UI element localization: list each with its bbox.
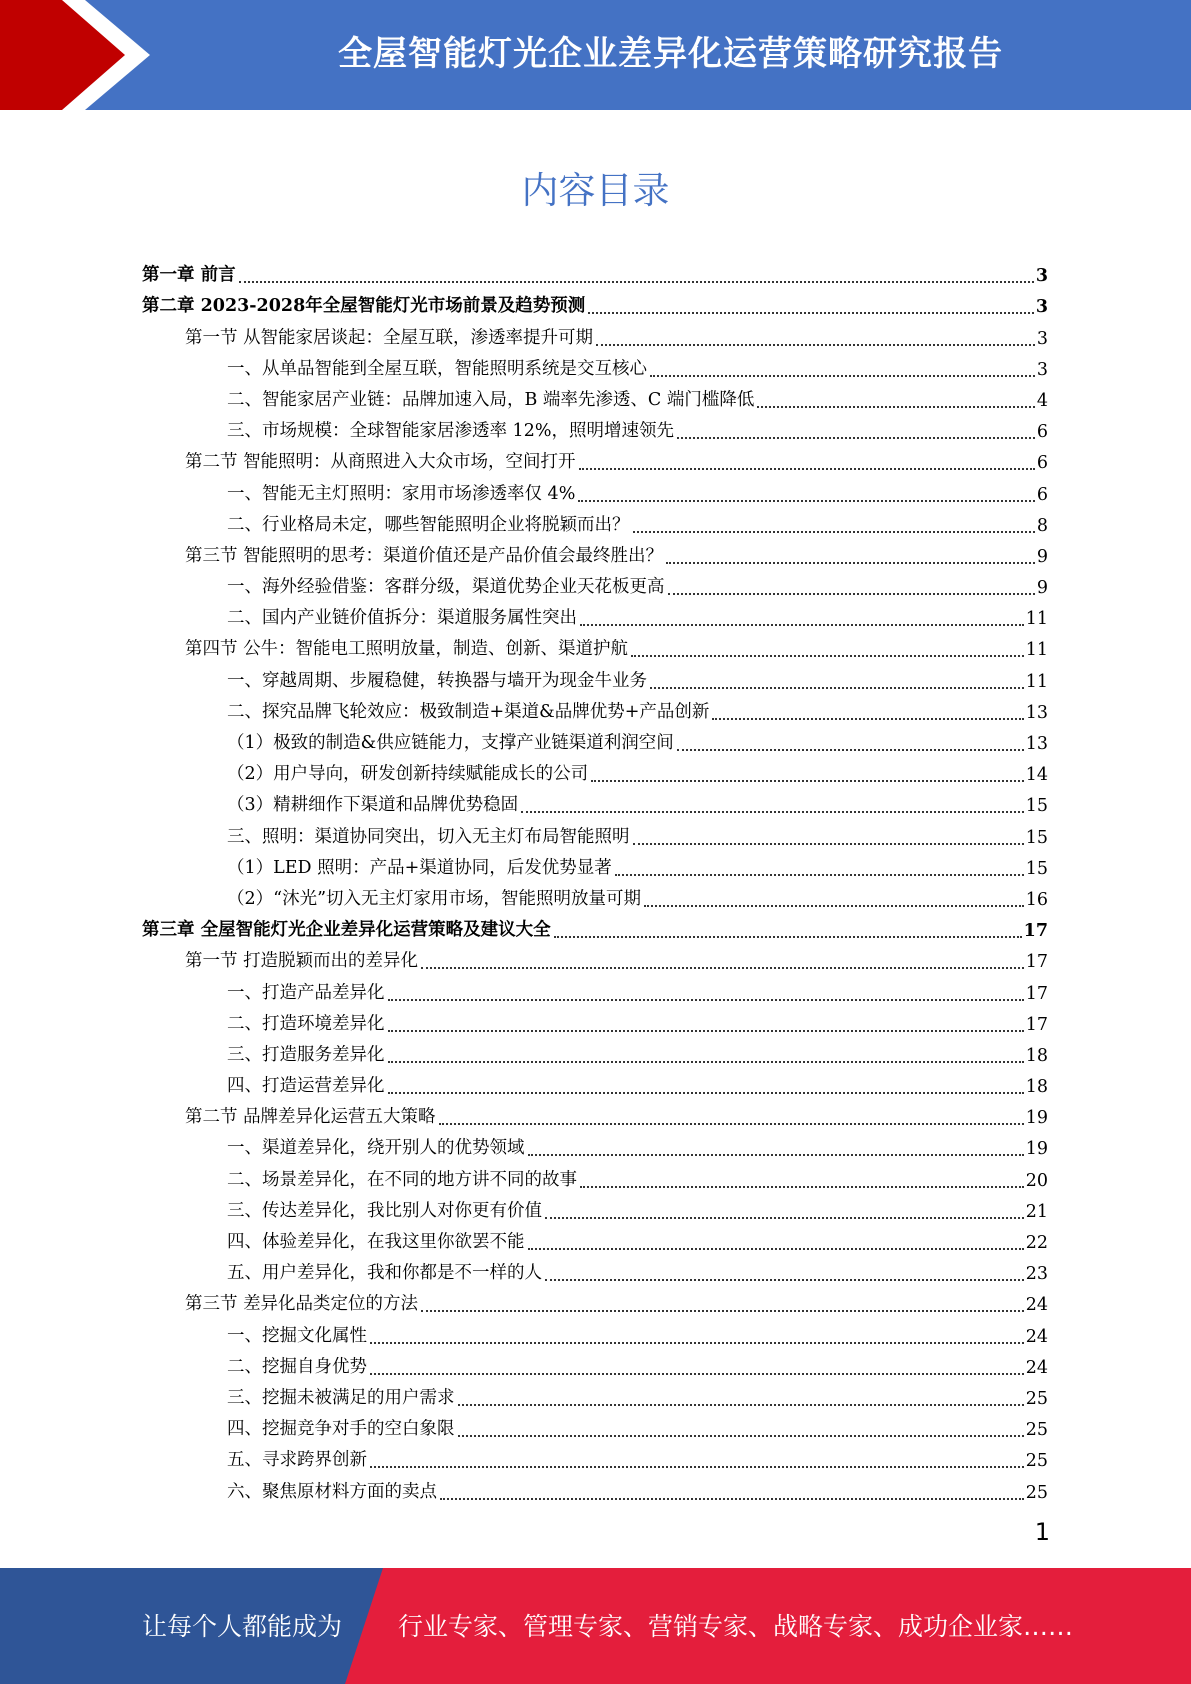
toc-entry[interactable] bbox=[142, 1315, 1048, 1346]
toc-entry-title: 四、体验差异化，在我这里你欲罢不能 bbox=[227, 1232, 525, 1252]
table-of-contents bbox=[142, 255, 1048, 1503]
toc-entry[interactable] bbox=[142, 1471, 1048, 1502]
toc-entry-title: 二、打造环境差异化 bbox=[227, 1013, 385, 1034]
toc-entry-title: 一、渠道差异化，绕开别人的优势领域 bbox=[227, 1138, 525, 1159]
toc-dot-leader bbox=[545, 1216, 1024, 1219]
toc-entry[interactable] bbox=[142, 941, 1048, 972]
header-arrow-decoration bbox=[0, 0, 170, 110]
toc-dot-leader bbox=[580, 623, 1024, 626]
toc-dot-leader bbox=[650, 686, 1024, 689]
toc-entry-title: 二、探究品牌飞轮效应：极致制造+渠道&品牌优势+产品创新 bbox=[227, 701, 710, 722]
toc-entry[interactable] bbox=[142, 1035, 1048, 1066]
toc-entry-page: 9 bbox=[1036, 578, 1048, 599]
toc-entry[interactable] bbox=[142, 660, 1048, 691]
toc-entry-page: 18 bbox=[1025, 1045, 1048, 1066]
toc-dot-leader bbox=[666, 561, 1035, 564]
toc-entry[interactable] bbox=[142, 505, 1048, 536]
footer-banner bbox=[0, 1568, 1191, 1684]
toc-heading: 内容目录 bbox=[521, 169, 670, 212]
toc-dot-leader bbox=[239, 280, 1034, 283]
toc-entry-page: 11 bbox=[1025, 671, 1048, 692]
toc-entry[interactable] bbox=[142, 598, 1048, 629]
toc-entry-title: 二、智能家居产业链：品牌加速入局，B 端率先渗透、C 端门槛降低 bbox=[227, 389, 755, 410]
toc-entry-title: 第四节 公牛：智能电工照明放量，制造、创新、渠道护航 bbox=[185, 639, 629, 660]
toc-entry-title: 二、挖掘自身优势 bbox=[227, 1356, 367, 1377]
toc-dot-leader bbox=[554, 935, 1022, 938]
toc-entry[interactable] bbox=[142, 442, 1048, 473]
toc-dot-leader bbox=[439, 1122, 1024, 1125]
toc-dot-leader bbox=[631, 654, 1024, 657]
toc-entry-title: 三、传达差异化，我比别人对你更有价值 bbox=[227, 1200, 542, 1221]
toc-dot-leader bbox=[633, 530, 1035, 533]
toc-entry-page: 25 bbox=[1025, 1482, 1048, 1503]
toc-entry-title: （2）用户导向，研发创新持续赋能成长的公司 bbox=[227, 764, 589, 785]
report-title: 全屋智能灯光企业差异化运营策略研究报告 bbox=[338, 34, 1003, 74]
toc-entry[interactable] bbox=[142, 972, 1048, 1003]
toc-entry[interactable] bbox=[142, 723, 1048, 754]
toc-entry-title: 第三节 智能照明的思考：渠道价值还是产品价值会最终胜出？ bbox=[185, 545, 664, 566]
toc-dot-leader bbox=[633, 842, 1024, 845]
toc-entry[interactable] bbox=[142, 879, 1048, 910]
toc-entry-page: 24 bbox=[1025, 1357, 1048, 1378]
toc-entry-page: 6 bbox=[1036, 453, 1048, 474]
toc-entry-page: 11 bbox=[1025, 640, 1048, 661]
toc-entry-page: 19 bbox=[1025, 1108, 1048, 1129]
toc-dot-leader bbox=[458, 1434, 1024, 1437]
header-banner bbox=[0, 0, 1191, 110]
toc-entry[interactable] bbox=[142, 1004, 1048, 1035]
page-number: 1 bbox=[1034, 1518, 1050, 1546]
toc-entry-page: 23 bbox=[1025, 1264, 1048, 1285]
toc-entry-page: 11 bbox=[1025, 609, 1048, 630]
toc-entry-page: 9 bbox=[1036, 546, 1048, 567]
toc-entry-title: 二、国内产业链价值拆分：渠道服务属性突出 bbox=[227, 608, 577, 629]
toc-entry-page: 6 bbox=[1036, 422, 1048, 443]
toc-entry-page: 4 bbox=[1036, 390, 1048, 411]
toc-entry-title: （1）极致的制造&供应链能力，支撑产业链渠道利润空间 bbox=[227, 733, 674, 753]
toc-entry-title: 第三节 差异化品类定位的方法 bbox=[185, 1294, 419, 1315]
toc-entry-title: 第二章 2023-2028年全屋智能灯光市场前景及趋势预测 bbox=[142, 296, 586, 317]
toc-dot-leader bbox=[757, 405, 1034, 408]
toc-entry[interactable] bbox=[142, 1159, 1048, 1190]
toc-entry-title: 一、挖掘文化属性 bbox=[227, 1325, 367, 1346]
toc-entry[interactable] bbox=[142, 1191, 1048, 1222]
toc-entry-title: （1）LED 照明：产品+渠道协同，后发优势显著 bbox=[227, 857, 612, 878]
toc-dot-leader bbox=[370, 1465, 1024, 1468]
toc-dot-leader bbox=[458, 1403, 1024, 1406]
toc-entry[interactable] bbox=[142, 1128, 1048, 1159]
toc-entry[interactable] bbox=[142, 1347, 1048, 1378]
toc-dot-leader bbox=[579, 467, 1035, 470]
toc-entry[interactable] bbox=[142, 848, 1048, 879]
toc-entry-title: 二、场景差异化，在不同的地方讲不同的故事 bbox=[227, 1169, 577, 1190]
toc-dot-leader bbox=[388, 1091, 1024, 1094]
toc-entry-page: 3 bbox=[1036, 359, 1048, 380]
toc-entry-title: 一、海外经验借鉴：客群分级，渠道优势企业天花板更高 bbox=[227, 577, 665, 598]
toc-entry[interactable] bbox=[142, 255, 1048, 286]
toc-entry[interactable] bbox=[142, 411, 1048, 442]
toc-dot-leader bbox=[580, 1185, 1024, 1188]
toc-entry[interactable] bbox=[142, 1409, 1048, 1440]
toc-entry[interactable] bbox=[142, 816, 1048, 847]
toc-dot-leader bbox=[712, 717, 1023, 720]
toc-entry-title: 第三章 全屋智能灯光企业差异化运营策略及建议大全 bbox=[142, 920, 551, 941]
toc-entry-page: 19 bbox=[1025, 1139, 1048, 1160]
toc-entry-title: （2）“沐光”切入无主灯家用市场，智能照明放量可期 bbox=[227, 888, 642, 909]
toc-dot-leader bbox=[421, 966, 1024, 969]
toc-entry[interactable] bbox=[142, 910, 1048, 941]
toc-entry-page: 25 bbox=[1025, 1388, 1048, 1409]
toc-entry-title: 三、照明：渠道协同突出，切入无主灯布局智能照明 bbox=[227, 826, 630, 847]
toc-entry[interactable] bbox=[142, 317, 1048, 348]
toc-dot-leader bbox=[650, 374, 1035, 377]
toc-entry-title: 五、用户差异化，我和你都是不一样的人 bbox=[227, 1263, 542, 1284]
toc-entry-page: 17 bbox=[1025, 1014, 1048, 1035]
toc-entry[interactable] bbox=[142, 1253, 1048, 1284]
toc-entry[interactable] bbox=[142, 473, 1048, 504]
toc-entry[interactable] bbox=[142, 567, 1048, 598]
toc-entry-title: 一、智能无主灯照明：家用市场渗透率仅 4% bbox=[227, 483, 576, 504]
toc-dot-leader bbox=[440, 1497, 1024, 1500]
toc-entry-page: 17 bbox=[1023, 921, 1048, 942]
toc-entry-page: 20 bbox=[1025, 1170, 1048, 1191]
toc-entry-page: 14 bbox=[1025, 765, 1048, 786]
toc-entry-title: 第二节 智能照明：从商照进入大众市场，空间打开 bbox=[185, 452, 576, 473]
toc-dot-leader bbox=[677, 436, 1035, 439]
toc-dot-leader bbox=[596, 343, 1035, 346]
toc-entry-title: 三、挖掘未被满足的用户需求 bbox=[227, 1387, 455, 1408]
toc-entry-title: 一、打造产品差异化 bbox=[227, 982, 385, 1003]
toc-dot-leader bbox=[615, 873, 1024, 876]
toc-entry-title: 四、挖掘竞争对手的空白象限 bbox=[227, 1419, 455, 1440]
toc-entry[interactable] bbox=[142, 629, 1048, 660]
toc-entry-page: 24 bbox=[1025, 1295, 1048, 1316]
toc-entry-page: 3 bbox=[1036, 328, 1048, 349]
toc-dot-leader bbox=[388, 998, 1024, 1001]
toc-entry-title: 四、打造运营差异化 bbox=[227, 1076, 385, 1097]
toc-entry[interactable] bbox=[142, 286, 1048, 317]
toc-entry-page: 13 bbox=[1025, 702, 1048, 723]
toc-dot-leader bbox=[528, 1153, 1024, 1156]
toc-entry-page: 25 bbox=[1025, 1420, 1048, 1441]
toc-entry-page: 16 bbox=[1025, 889, 1048, 910]
toc-entry-page: 25 bbox=[1025, 1451, 1048, 1472]
toc-entry-title: 一、穿越周期、步履稳健，转换器与墙开为现金牛业务 bbox=[227, 670, 647, 691]
toc-entry[interactable] bbox=[142, 1222, 1048, 1253]
toc-entry-title: 三、打造服务差异化 bbox=[227, 1044, 385, 1065]
toc-dot-leader bbox=[521, 810, 1024, 813]
toc-entry-page: 6 bbox=[1036, 484, 1048, 505]
toc-dot-leader bbox=[591, 779, 1024, 782]
toc-dot-leader bbox=[421, 1309, 1024, 1312]
toc-entry-title: 五、寻求跨界创新 bbox=[227, 1450, 367, 1471]
toc-entry[interactable] bbox=[142, 1440, 1048, 1471]
toc-dot-leader bbox=[644, 904, 1024, 907]
toc-entry-title: 一、从单品智能到全屋互联，智能照明系统是交互核心 bbox=[227, 358, 647, 379]
toc-entry-title: 二、行业格局未定，哪些智能照明企业将脱颖而出？ bbox=[227, 514, 630, 535]
toc-entry-page: 8 bbox=[1036, 515, 1048, 536]
toc-entry-page: 21 bbox=[1025, 1201, 1048, 1222]
toc-entry[interactable] bbox=[142, 1284, 1048, 1315]
toc-entry-title: 第一节 打造脱颖而出的差异化 bbox=[185, 951, 419, 972]
toc-entry-page: 22 bbox=[1025, 1233, 1048, 1253]
toc-entry-title: 三、市场规模：全球智能家居渗透率 12%，照明增速领先 bbox=[227, 421, 674, 442]
toc-dot-leader bbox=[370, 1372, 1024, 1375]
toc-entry-page: 15 bbox=[1025, 796, 1048, 817]
toc-dot-leader bbox=[578, 499, 1035, 502]
toc-entry-page: 13 bbox=[1025, 734, 1048, 754]
toc-entry[interactable] bbox=[142, 1066, 1048, 1097]
toc-entry-title: 第二节 品牌差异化运营五大策略 bbox=[185, 1107, 436, 1128]
toc-entry-page: 18 bbox=[1025, 1077, 1048, 1098]
toc-entry[interactable] bbox=[142, 536, 1048, 567]
toc-entry-page: 3 bbox=[1035, 266, 1048, 287]
toc-entry-page: 3 bbox=[1035, 297, 1048, 318]
footer-slogan-right: 行业专家、管理专家、营销专家、战略专家、成功企业家…… bbox=[398, 1612, 1074, 1641]
toc-dot-leader bbox=[388, 1029, 1024, 1032]
toc-entry-page: 17 bbox=[1025, 983, 1048, 1004]
toc-entry-page: 24 bbox=[1025, 1326, 1048, 1347]
toc-entry[interactable] bbox=[142, 692, 1048, 723]
toc-dot-leader bbox=[677, 748, 1024, 751]
toc-entry-page: 15 bbox=[1025, 827, 1048, 848]
toc-dot-leader bbox=[528, 1247, 1024, 1250]
toc-entry-page: 17 bbox=[1025, 952, 1048, 973]
toc-entry-title: 第一节 从智能家居谈起：全屋互联，渗透率提升可期 bbox=[185, 327, 594, 348]
toc-entry[interactable] bbox=[142, 785, 1048, 816]
toc-dot-leader bbox=[668, 592, 1035, 595]
toc-entry-page: 15 bbox=[1025, 858, 1048, 879]
toc-entry-title: 六、聚焦原材料方面的卖点 bbox=[227, 1481, 437, 1502]
toc-entry[interactable] bbox=[142, 349, 1048, 380]
toc-entry[interactable] bbox=[142, 1097, 1048, 1128]
footer-slogan-left: 让每个人都能成为 bbox=[142, 1612, 343, 1641]
toc-dot-leader bbox=[370, 1341, 1024, 1344]
toc-entry[interactable] bbox=[142, 754, 1048, 785]
toc-dot-leader bbox=[545, 1278, 1024, 1281]
toc-entry-title: （3）精耕细作下渠道和品牌优势稳固 bbox=[227, 795, 519, 816]
toc-entry[interactable] bbox=[142, 380, 1048, 411]
toc-entry[interactable] bbox=[142, 1378, 1048, 1409]
toc-dot-leader bbox=[588, 311, 1034, 314]
toc-entry-title: 第一章 前言 bbox=[142, 265, 236, 286]
toc-dot-leader bbox=[388, 1060, 1024, 1063]
